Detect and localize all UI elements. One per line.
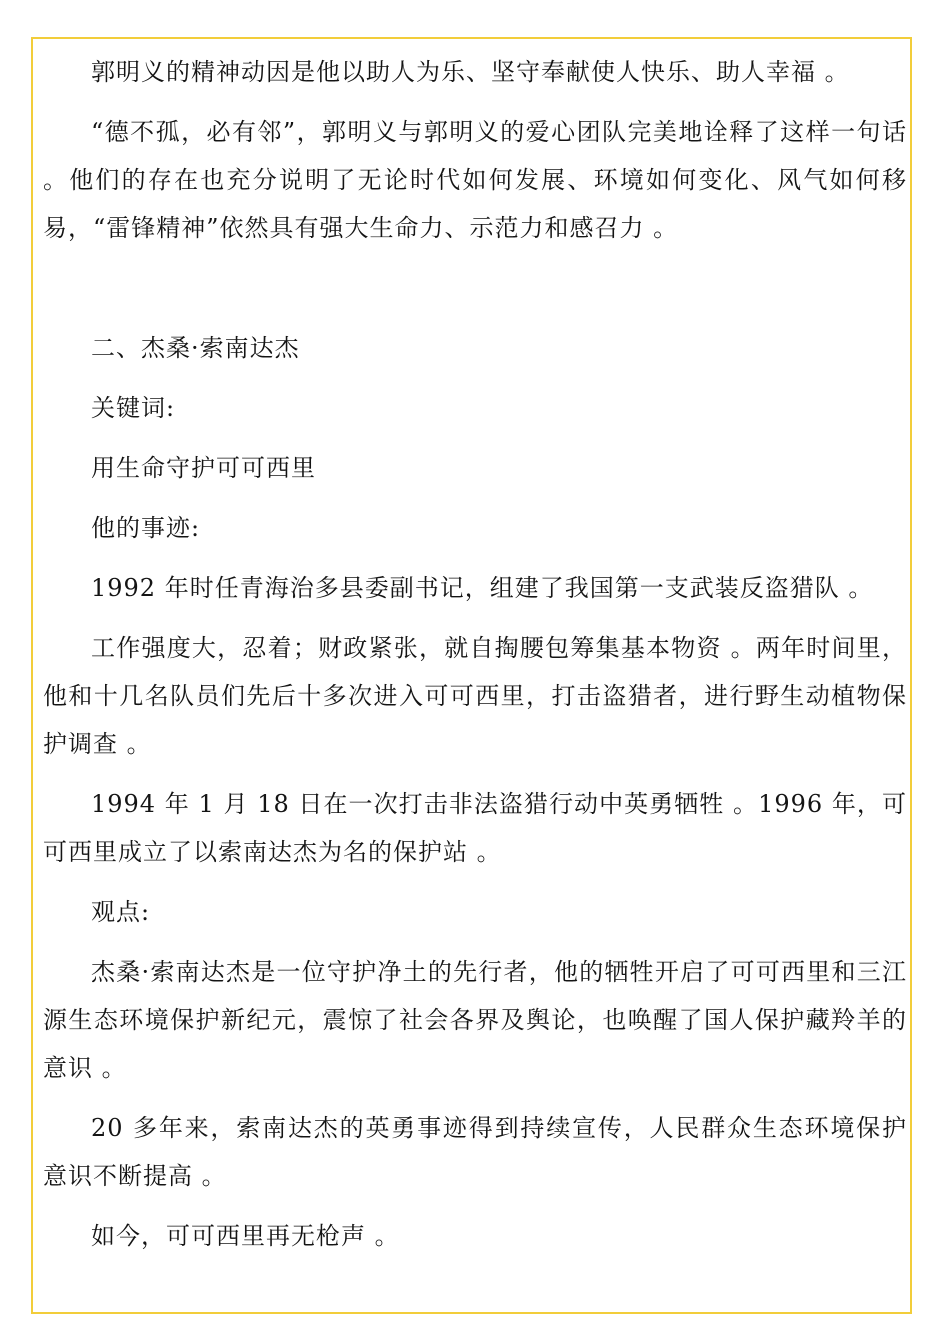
paragraph-20-years: 20 多年来，索南达杰的英勇事迹得到持续宣传，人民群众生态环境保护意识不断提高 。 bbox=[43, 1114, 907, 1190]
document-body bbox=[43, 48, 907, 1272]
viewpoint-label: 观点: bbox=[91, 898, 151, 926]
paragraph-today: 如今，可可西里再无枪声 。 bbox=[91, 1222, 400, 1250]
paragraph-pioneer: 杰桑·索南达杰是一位守护净土的先行者，他的牺牲开启了可可西里和三江源生态环境保护新纪元，震惊了社会各界及舆论，也唤醒了国人保护藏羚羊的意识 。 bbox=[43, 958, 907, 1082]
paragraph-1992: 1992 年时任青海治多县委副书记，组建了我国第一支武装反盗猎队 。 bbox=[91, 574, 874, 602]
paragraph-motivation: 郭明义的精神动因是他以助人为乐、坚守奉献使人快乐、助人幸福 。 bbox=[91, 58, 850, 86]
paragraph-1994: 1994 年 1 月 18 日在一次打击非法盗猎行动中英勇牺牲 。1996 年，可可西里成立了以索南达杰为名的保护站 。 bbox=[43, 790, 907, 866]
section-heading: 二、杰桑·索南达杰 bbox=[91, 334, 300, 362]
paragraph-work: 工作强度大，忍着；财政紧张，就自掏腰包筹集基本物资 。两年时间里，他和十几名队员们先后十多次进入可可西里，打击盗猎者，进行野生动植物保护调查 。 bbox=[43, 634, 907, 758]
keywords-label: 关键词: bbox=[91, 394, 176, 422]
keywords-text: 用生命守护可可西里 bbox=[91, 454, 316, 482]
deeds-label: 他的事迹: bbox=[91, 514, 201, 542]
paragraph-virtue-quote: “德不孤，必有邻”，郭明义与郭明义的爱心团队完美地诠释了这样一句话 。他们的存在也充分说明了无论时代如何发展、环境如何变化、风气如何移易，“雷锋精神”依然具有强大生命力、示范力和感召力 。 bbox=[43, 118, 907, 242]
